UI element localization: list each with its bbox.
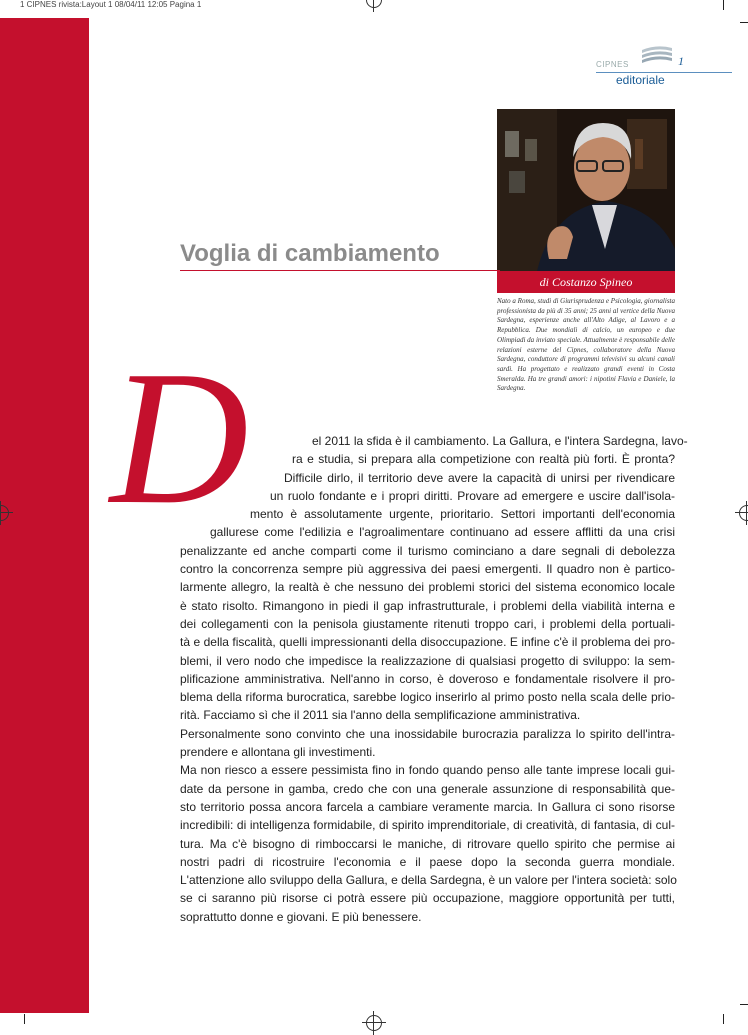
body-line: dei collegamenti con la penisola giustamente ritenuti troppo cari, i problemi della portuali-	[180, 616, 675, 631]
body-line: L'attenzione allo sviluppo della Gallura, e della Sardegna, è un valore per l'intera società: solo	[180, 873, 677, 888]
portrait-image	[497, 109, 675, 271]
body-line: penalizzante ed anche comparti come il turismo cominciano a dare segnali di debolezza	[180, 543, 675, 558]
body-line: un ruolo fondante e i propri diritti. Provare ad emergere e uscire dall'isola-	[270, 488, 675, 503]
body-line: mento è assolutamente urgente, prioritario. Settori importanti dell'economia	[250, 507, 675, 522]
body-line: larmente allegro, la realtà è che nessuno dei problemi storici del sistema economico locale	[180, 580, 675, 595]
logo-text: CIPNES	[596, 60, 629, 69]
registration-mark-icon	[366, 1015, 382, 1031]
body-line: incredibili: di intelligenza formidabile, di spirito imprenditoriale, di creatività, di fantasia, di cul-	[180, 818, 675, 833]
cipnes-logo-icon	[640, 44, 674, 68]
body-line: blema della riforma burocratica, sarebbe logico inserirlo al primo posto nella scala delle prio-	[180, 690, 675, 705]
body-line: date da persone in gamba, credo che con una generale assunzione di responsabilità que-	[180, 781, 675, 796]
body-line: Ma non riesco a essere pessimista fino in fondo quando penso alle tante imprese locali gui-	[180, 763, 675, 778]
body-line: tà e della fiscalità, quelli impressionanti della disoccupazione. E infine c'è il problema dei pro-	[180, 635, 675, 650]
article-title: Voglia di cambiamento	[180, 240, 440, 267]
body-line: tura. Ma c'è bisogno di rimboccarsi le maniche, di ritrovare quello spirito che permise ai	[180, 836, 675, 851]
body-line: blemi, il vero nodo che impedisce la realizzazione di qualsiasi progetto di sviluppo: la sem-	[180, 653, 675, 668]
drop-cap: D	[110, 331, 249, 544]
crop-mark	[723, 0, 724, 10]
page-number: 1	[678, 54, 684, 68]
body-line: ra e studia, si prepara alla competizione con realtà più forti. È pronta?	[292, 452, 675, 467]
body-line: Difficile dirlo, il territorio deve avere la capacità di unirsi per rivendicare	[284, 470, 675, 485]
body-line: se ci saranno più risorse ci potrà essere più occupazione, maggiore opportunità per tutti,	[180, 891, 675, 906]
body-line: contro la concorrenza sempre più aggressiva dei paesi emergenti. Il quadro non è partico-	[180, 562, 675, 577]
body-line: el 2011 la sfida è il cambiamento. La Gallura, e l'intera Sardegna, lavo-	[312, 434, 688, 448]
body-line: sto territorio possa ancora farcela a cambiare veramente marcia. In Gallura ci sono risorse	[180, 799, 675, 814]
section-label: editoriale	[616, 73, 665, 87]
crop-mark	[740, 1004, 748, 1005]
body-line: Personalmente sono convinto che una inossidabile burocrazia paralizza lo spirito dell'intra-	[180, 726, 675, 741]
registration-mark-icon	[366, 0, 382, 8]
author-bio: Nato a Roma, studi di Giurisprudenza e Psicologia, giornalista professionista da più di 35 anni; 25 anni al vertice della Nuova Sardegna, esperienze anche all'Alto Adige, al Lavoro e a Repubblica. Due mondiali di calcio, un europeo e due Olimpiadi da inviato speciale. Attualmente è responsabile delle relazioni esterne del Cipnes, collaboratore della Nuova Sardegna, conduttore di programmi televisivi su alcuni canali sardi. Ha progettato e realizzato grandi eventi in Costa Smeralda. Ha tre grandi amori: i nipotini Flavia e Daniele, la Sardegna.	[497, 297, 675, 393]
body-line: rità. Facciamo sì che il 2011 sia l'anno della semplificazione amministrativa.	[180, 708, 581, 723]
article-byline: di Costanzo Spineo	[497, 271, 675, 293]
body-line: nostri padri di ricostruire l'economia e il paese dopo la seconda guerra mondiale.	[180, 854, 675, 869]
body-line: soprattutto donne e giovani. E più benessere.	[180, 909, 422, 924]
body-line: prendere e allontana gli investimenti.	[180, 745, 376, 760]
red-sidebar	[0, 18, 89, 1013]
body-line: plificazione amministrativa. Nell'anno in corso, è doveroso e fondamentale risolvere il pro-	[180, 671, 675, 686]
body-line: gallurese come l'edilizia e l'agroalimentare continuano ad essere afflitti da una crisi	[210, 525, 675, 540]
printer-slug: 1 CIPNES rivista:Layout 1 08/04/11 12:05 Pagina 1	[20, 0, 202, 9]
registration-mark-icon	[739, 505, 748, 521]
crop-mark	[24, 1014, 25, 1024]
title-rule	[180, 270, 500, 271]
article-body	[180, 432, 688, 926]
author-portrait	[497, 109, 675, 271]
crop-mark	[740, 22, 748, 23]
crop-mark	[723, 1014, 724, 1024]
body-line: è stato risolto. Rimangono in piedi il gap infrastrutturale, i problemi della viabilità interna e	[180, 598, 675, 613]
